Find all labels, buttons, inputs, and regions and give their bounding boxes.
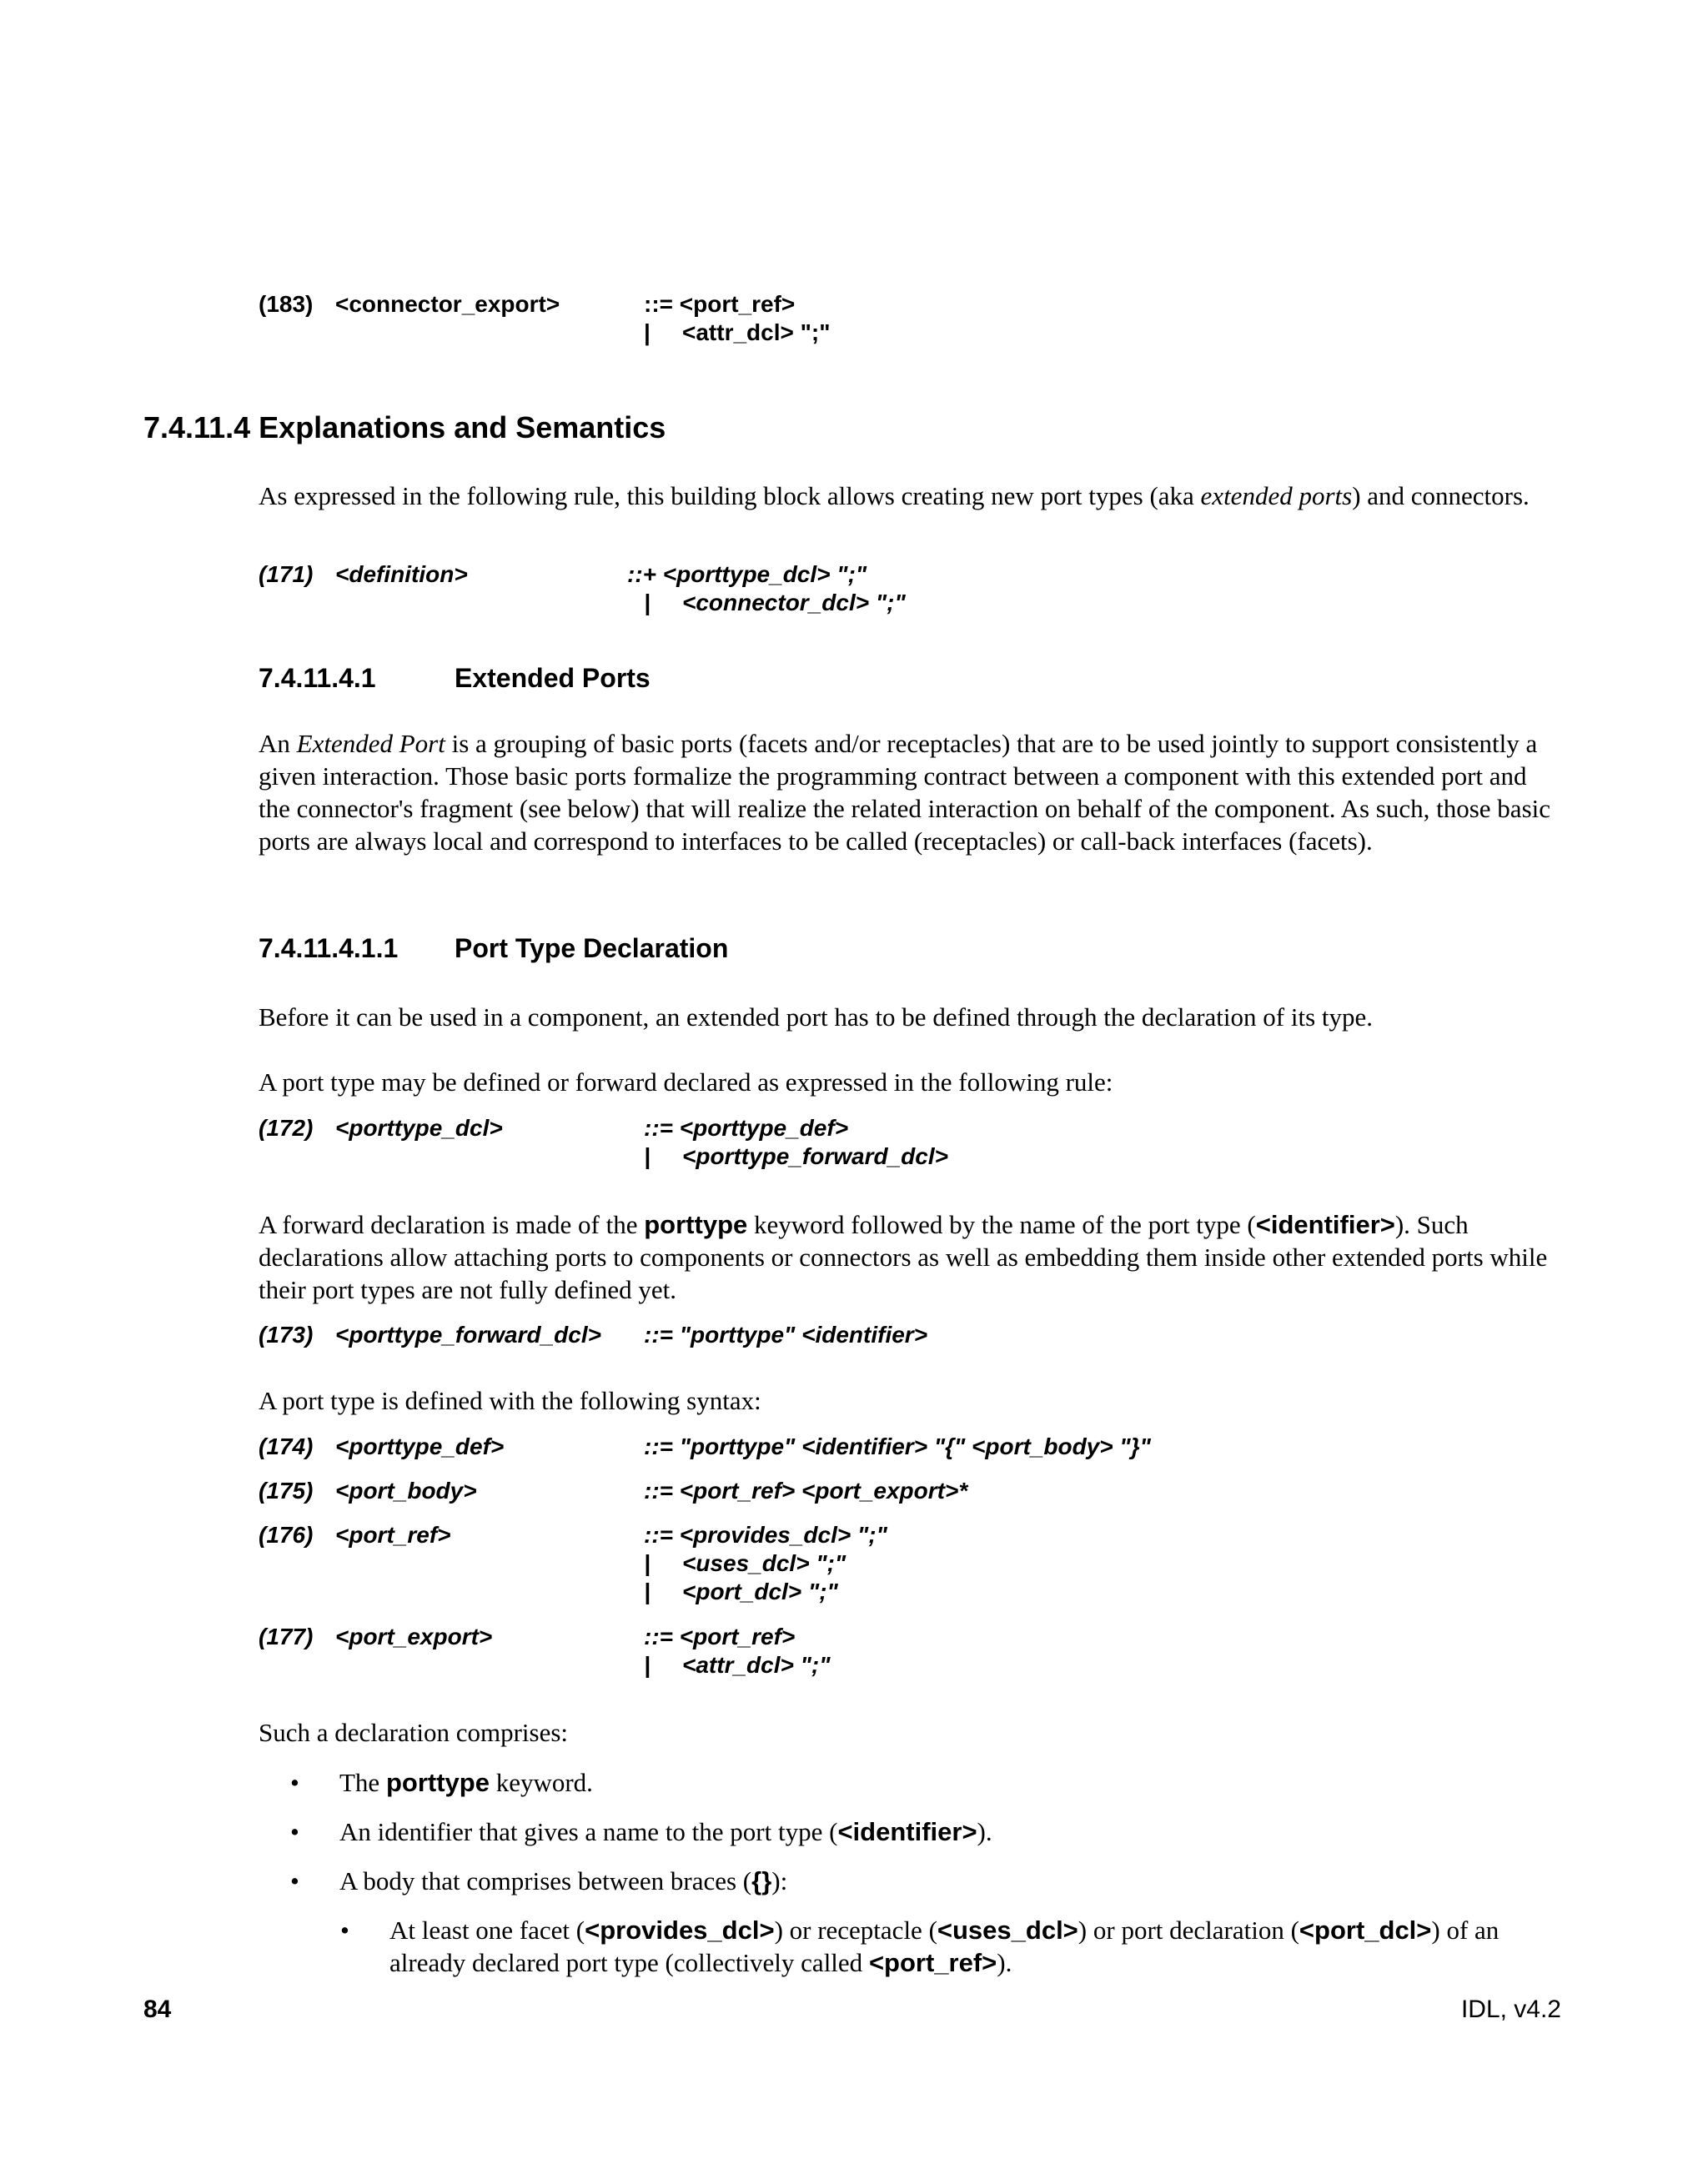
keyword: porttype bbox=[385, 1768, 490, 1797]
list-item: • An identifier that gives a name to the port type (<identifier>). bbox=[259, 1815, 1560, 1848]
rule-number: (173) bbox=[259, 1322, 314, 1348]
keyword: <provides_dcl> bbox=[585, 1915, 775, 1945]
keyword: porttype bbox=[644, 1210, 748, 1239]
forward-declaration-paragraph: A forward declaration is made of the porttype keyword followed by the name of the port type (<identifier>). Such declarations allow attaching ports to components or connectors as well as embedding them inside other extended ports while their port types are not fully defined yet. bbox=[259, 1210, 1548, 1304]
rule-alternative: | <port_dcl> ";" bbox=[644, 1579, 838, 1604]
section-title: Explanations and Semantics bbox=[259, 410, 666, 444]
rule-alternative: | <attr_dcl> ";" bbox=[644, 319, 831, 345]
subsection-heading-port-type-declaration bbox=[259, 932, 1259, 964]
grammar-rule-175 bbox=[259, 1477, 1259, 1507]
rule-rhs: ::= <port_ref> <port_export>* bbox=[644, 1478, 968, 1504]
rule-lhs: <connector_export> bbox=[335, 291, 560, 317]
paragraph-forward-rule: A port type may be defined or forward declared as expressed in the following rule: bbox=[259, 1067, 1113, 1097]
rule-rhs: ::= "porttype" <identifier> "{" <port_body> "}" bbox=[644, 1433, 1151, 1459]
rule-number: (172) bbox=[259, 1115, 314, 1141]
subsection-heading-extended-ports bbox=[259, 662, 1259, 694]
list-item: • The porttype keyword. bbox=[259, 1766, 1560, 1799]
rule-number: (171) bbox=[259, 561, 314, 587]
grammar-rule-183 bbox=[259, 290, 1259, 349]
rule-number: (177) bbox=[259, 1624, 314, 1649]
intro-paragraph: As expressed in the following rule, this building block allows creating new port types (aka extended ports) and connectors. bbox=[259, 481, 1530, 510]
extended-ports-paragraph: An Extended Port is a grouping of basic ports (facets and/or receptacles) that are to be used jointly to support consistently a given interaction. Those basic ports formalize the programming contract between a component with this extended port and the connector's fragment (see below) that will realize the related interaction on behalf of the component. As such, those basic ports are always local and correspond to interfaces to be called (receptacles) or call-back interfaces (facets). bbox=[259, 729, 1551, 856]
rule-alternative: | <connector_dcl> ";" bbox=[644, 590, 906, 615]
keyword: {} bbox=[751, 1866, 772, 1895]
subsection-number: 7.4.11.4.1.1 bbox=[259, 933, 399, 963]
keyword: <identifier> bbox=[1255, 1210, 1395, 1239]
section-number: 7.4.11.4 bbox=[143, 410, 251, 444]
keyword: <port_dcl> bbox=[1299, 1915, 1432, 1945]
rule-rhs: ::= <port_ref> bbox=[644, 1624, 796, 1649]
rule-number: (183) bbox=[259, 291, 314, 317]
rule-lhs: <port_export> bbox=[335, 1624, 493, 1649]
list-item-nested: • At least one facet (<provides_dcl>) or receptacle (<uses_dcl>) or port declaration (<port_dcl>) of an already declared port type (collectively called <port_ref>). bbox=[259, 1914, 1560, 1979]
subsection-title: Port Type Declaration bbox=[455, 933, 729, 963]
rule-rhs: ::= <port_ref> bbox=[644, 291, 796, 317]
rule-lhs: <porttype_dcl> bbox=[335, 1115, 503, 1141]
rule-lhs: <porttype_forward_dcl> bbox=[335, 1322, 601, 1348]
rule-rhs: ::= <provides_dcl> ";" bbox=[644, 1522, 887, 1548]
rule-alternative: | <attr_dcl> ";" bbox=[644, 1652, 831, 1678]
grammar-rule-174 bbox=[259, 1433, 1259, 1463]
keyword: <identifier> bbox=[837, 1817, 977, 1846]
subsection-title: Extended Ports bbox=[455, 663, 651, 693]
rule-number: (175) bbox=[259, 1478, 314, 1504]
paragraph-comprises: Such a declaration comprises: bbox=[259, 1718, 569, 1747]
rule-rhs: ::= <porttype_def> bbox=[644, 1115, 849, 1141]
rule-lhs: <port_body> bbox=[335, 1478, 477, 1504]
section-heading bbox=[143, 410, 666, 445]
emphasis: Extended Port bbox=[296, 729, 445, 758]
page-number: 84 bbox=[143, 1996, 172, 2023]
rule-lhs: <porttype_def> bbox=[335, 1433, 505, 1459]
keyword: <uses_dcl> bbox=[937, 1915, 1078, 1945]
list-item: • A body that comprises between braces ({}): bbox=[259, 1865, 1560, 1897]
paragraph-before-use: Before it can be used in a component, an extended port has to be defined through the declaration of its type. bbox=[259, 1002, 1374, 1032]
paragraph-defined-syntax: A port type is defined with the following syntax: bbox=[259, 1386, 761, 1415]
bullet-list bbox=[259, 1766, 1560, 1996]
rule-lhs: <definition> bbox=[335, 561, 468, 587]
rule-number: (174) bbox=[259, 1433, 314, 1459]
rule-alternative: | <uses_dcl> ";" bbox=[644, 1550, 846, 1576]
subsection-number: 7.4.11.4.1 bbox=[259, 663, 376, 693]
rule-alternative: | <porttype_forward_dcl> bbox=[644, 1143, 948, 1169]
grammar-rule-177 bbox=[259, 1623, 1259, 1681]
rule-lhs: <port_ref> bbox=[335, 1522, 451, 1548]
grammar-rule-171 bbox=[259, 560, 1259, 619]
rule-rhs: ::+ <porttype_dcl> ";" bbox=[627, 561, 867, 587]
grammar-rule-176 bbox=[259, 1521, 1259, 1608]
grammar-rule-172 bbox=[259, 1114, 1259, 1172]
document-version: IDL, v4.2 bbox=[1460, 1996, 1561, 2023]
rule-number: (176) bbox=[259, 1522, 314, 1548]
grammar-rule-173 bbox=[259, 1321, 1259, 1351]
emphasis: extended ports bbox=[1200, 481, 1353, 510]
rule-rhs: ::= "porttype" <identifier> bbox=[644, 1322, 928, 1348]
keyword: <port_ref> bbox=[868, 1948, 997, 1977]
